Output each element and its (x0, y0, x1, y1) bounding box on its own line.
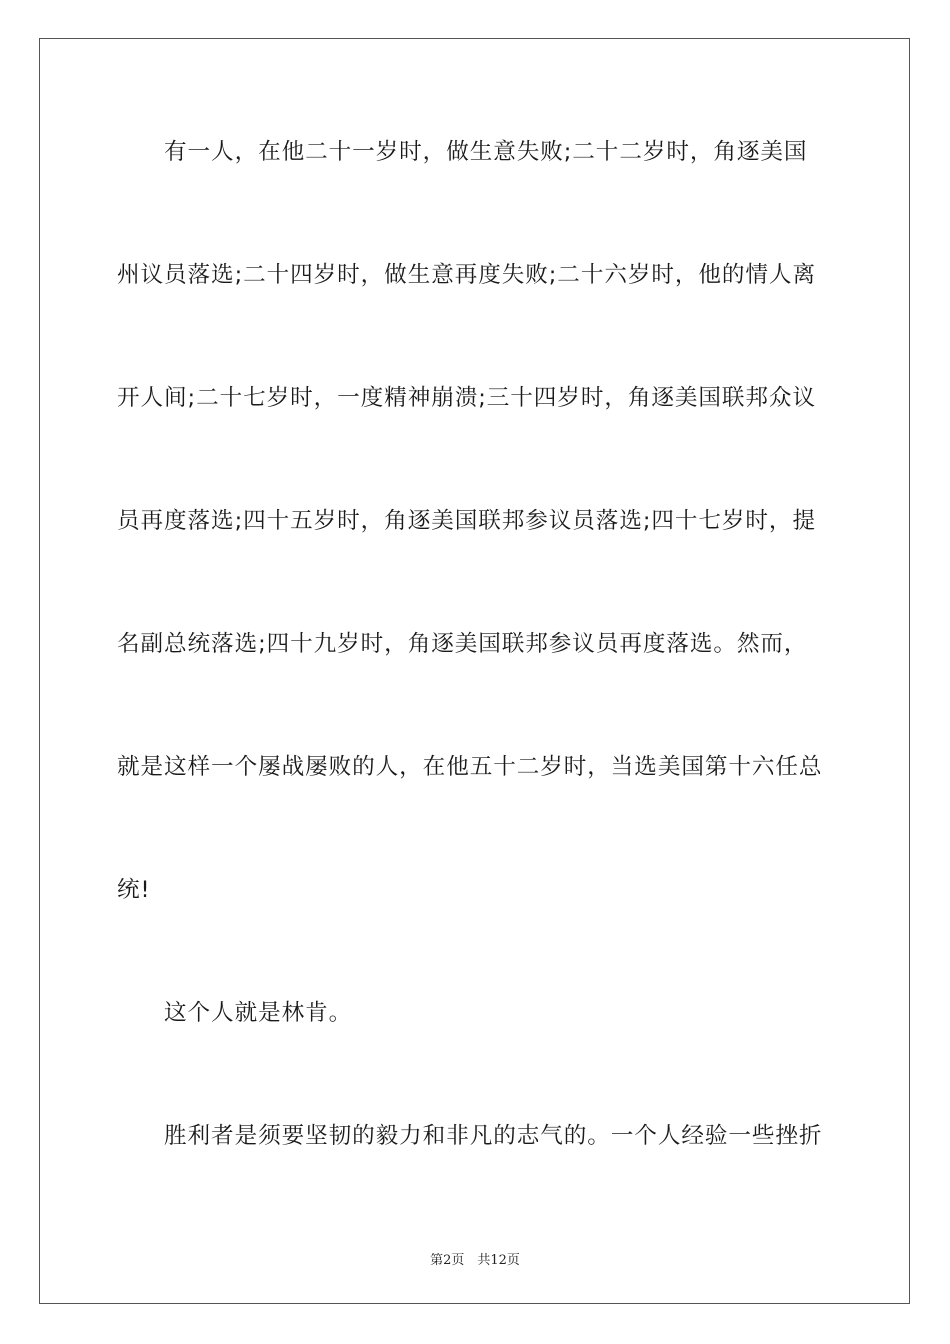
body-line-4: 员再度落选;四十五岁时，角逐美国联邦参议员落选;四十七岁时，提 (117, 508, 816, 534)
body-line-7: 统! (117, 877, 151, 903)
body-line-2: 州议员落选;二十四岁时，做生意再度失败;二十六岁时，他的情人离 (117, 262, 816, 288)
body-line-3: 开人间;二十七岁时，一度精神崩溃;三十四岁时，角逐美国联邦众议 (117, 385, 816, 411)
page-number-footer: 第2页 共12页 (430, 1253, 520, 1268)
body-line-8: 这个人就是林肯。 (117, 1000, 353, 1026)
body-line-1: 有一人，在他二十一岁时，做生意失败;二十二岁时，角逐美国 (117, 139, 808, 165)
page-frame (39, 38, 910, 1304)
body-line-5: 名副总统落选;四十九岁时，角逐美国联邦参议员再度落选。然而， (117, 631, 808, 657)
body-line-9: 胜利者是须要坚韧的毅力和非凡的志气的。一个人经验一些挫折 (117, 1123, 823, 1149)
body-line-6: 就是这样一个屡战屡败的人，在他五十二岁时，当选美国第十六任总 (117, 754, 823, 780)
